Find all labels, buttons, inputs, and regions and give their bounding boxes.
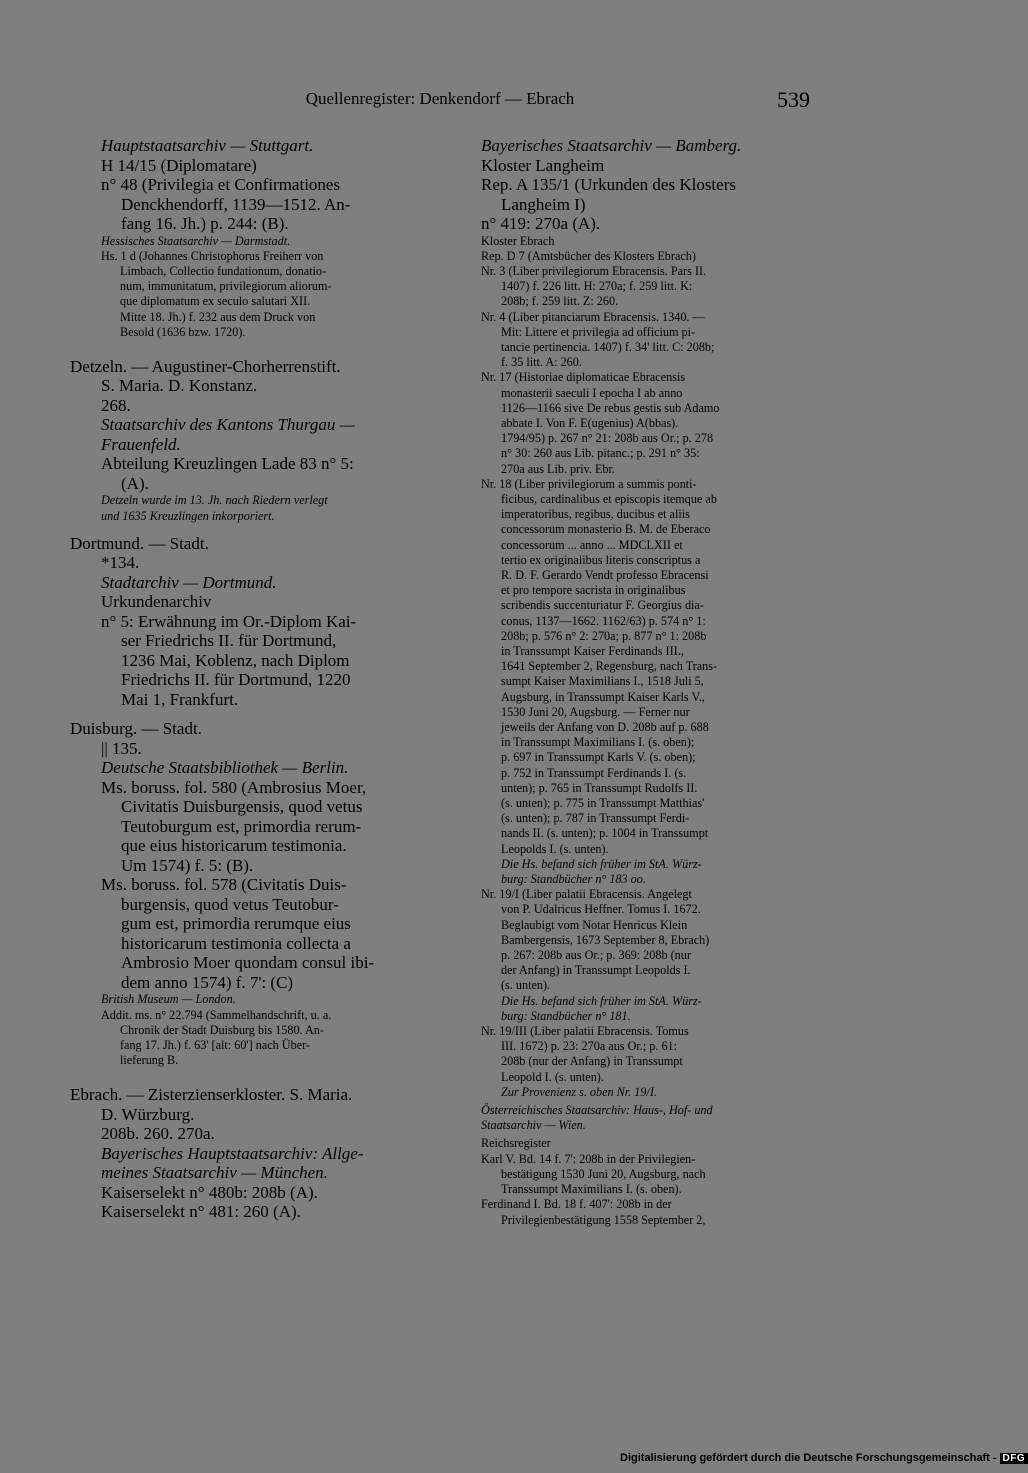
text-line: meines Staatsarchiv — München. <box>101 1163 328 1183</box>
text-line: 1407) f. 226 litt. H: 270a; f. 259 litt. K: <box>501 279 693 294</box>
text-line: Langheim I) <box>501 194 586 214</box>
text-line: III. 1672) p. 23: 270a aus Or.; p. 61: <box>501 1039 678 1054</box>
text-line: burgensis, quod vetus Teutobur- <box>121 894 339 914</box>
text-line: Staatsarchiv des Kantons Thurgau — <box>101 415 355 435</box>
running-header <box>70 89 810 115</box>
text-line: sumpt Kaiser Maximilians I., 1518 Juli 5, <box>501 674 704 689</box>
text-line: dem anno 1574) f. 7': (C) <box>121 972 294 992</box>
text-line: Um 1574) f. 5: (B). <box>121 855 254 875</box>
text-line: tertio ex originalibus literis conscriptus a <box>501 552 701 567</box>
text-line: Ms. boruss. fol. 580 (Ambrosius Moer, <box>101 777 367 797</box>
running-title: Quellenregister: Denkendorf — Ebrach <box>305 89 575 108</box>
text-line: Beglaubigt vom Notar Henricus Klein <box>501 917 688 932</box>
text-line: in Transsumpt Maximilians I. (s. oben); <box>501 735 695 750</box>
text-line: Hessisches Staatsarchiv — Darmstadt. <box>101 233 291 248</box>
text-line: 1530 Juni 20, Augsburg. — Ferner nur <box>501 704 690 719</box>
text-line: in Transsumpt Kaiser Ferdinands III., <box>501 643 684 658</box>
text-line: bestätigung 1530 Juni 20, Augsburg, nach <box>501 1166 706 1181</box>
text-line: Leopolds I. (s. unten). <box>501 841 609 856</box>
text-line: Ms. boruss. fol. 578 (Civitatis Duis- <box>101 875 347 895</box>
text-line: Mit: Littere et privilegia ad officium pi- <box>501 324 696 339</box>
text-line: Bayerisches Hauptstaatsarchiv: Allge- <box>101 1143 364 1163</box>
text-line: || 135. <box>101 738 142 758</box>
text-line: Kloster Ebrach <box>481 233 555 248</box>
text-line: ficibus, cardinalibus et episcopis itemque ab <box>501 491 717 506</box>
text-line: Zur Provenienz s. oben Nr. 19/I. <box>501 1084 657 1099</box>
text-line: Nr. 19/I (Liber palatii Ebracensis. Angelegt <box>481 887 692 902</box>
spacer <box>70 709 430 719</box>
text-line: Kaiserselekt n° 480b: 208b (A). <box>101 1182 318 1202</box>
text-line: burg: Standbücher n° 183 oo. <box>501 872 646 887</box>
text-line: Rep. D 7 (Amtsbücher des Klosters Ebrach) <box>481 248 696 263</box>
text-line: Detzeln. — Augustiner-Chorherrenstift. <box>70 356 341 376</box>
text-line: 208b; p. 576 n° 2: 270a; p. 877 n° 1: 208b <box>501 628 707 643</box>
text-line: Denckhendorff, 1139—1512. An- <box>121 194 351 214</box>
text-line: Mitte 18. Jh.) f. 232 aus dem Druck von <box>120 309 316 324</box>
text-line: *134. <box>101 553 140 573</box>
text-line: Rep. A 135/1 (Urkunden des Klosters <box>481 175 736 194</box>
text-line: Leopold I. (s. unten). <box>501 1069 604 1084</box>
dfg-logo: DFG <box>1000 1453 1028 1464</box>
text-line: Civitatis Duisburgensis, quod vetus <box>121 797 363 817</box>
text-line: Karl V. Bd. 14 f. 7': 208b in der Privilegien- <box>481 1151 696 1166</box>
text-line: Nr. 4 (Liber pitanciarum Ebracensis. 1340. — <box>481 309 705 324</box>
text-line: Augsburg, in Transsumpt Kaiser Karls V., <box>501 689 705 704</box>
text-line: p. 697 in Transsumpt Karls V. (s. oben); <box>501 750 696 765</box>
text-line: 1641 September 2, Regensburg, nach Trans- <box>501 659 718 674</box>
spacer <box>70 340 430 357</box>
text-line: 208b; f. 259 litt. Z: 260. <box>501 294 619 309</box>
text-line: historicarum testimonia collecta a <box>121 933 351 953</box>
text-line: jeweils der Anfang von D. 208b auf p. 688 <box>501 720 709 734</box>
text-line: Transsumpt Maximilians I. (s. oben). <box>501 1182 682 1197</box>
text-line: Abteilung Kreuzlingen Lade 83 n° 5: <box>101 454 354 474</box>
text-line: Dortmund. — Stadt. <box>70 533 209 553</box>
text-line: Privilegienbestätigung 1558 September 2, <box>501 1212 706 1227</box>
text-line: n° 419: 270a (A). <box>481 214 601 233</box>
text-line: Deutsche Staatsbibliothek — Berlin. <box>101 758 349 778</box>
text-line: Bayerisches Staatsarchiv — Bamberg. <box>481 136 742 155</box>
text-line: abbate I. Von F. E(ugenius) A(bbas). <box>501 415 679 430</box>
text-line: monasterii saeculi I epocha I ab anno <box>501 385 683 400</box>
text-line: Nr. 18 (Liber privilegiorum a summis ponti- <box>481 476 697 491</box>
text-line: n° 48 (Privilegia et Confirmationes <box>101 175 341 194</box>
text-line: n° 30: 260 aus Lib. pitanc.; p. 291 n° 35: <box>501 446 700 461</box>
text-line: concessorum monasterio B. M. de Eberaco <box>501 522 711 537</box>
text-line: ser Friedrichs II. für Dortmund, <box>121 631 337 651</box>
text-line: Ambrosio Moer quondam consul ibi- <box>121 953 375 973</box>
text-line: 1794/95) p. 267 n° 21: 208b aus Or.; p. 278 <box>501 431 714 446</box>
text-line: 270a aus Lib. priv. Ebr. <box>501 461 615 476</box>
left-column <box>70 136 430 1222</box>
text-line: fang 17. Jh.) f. 63' [alt: 60'] nach Über- <box>120 1037 310 1052</box>
text-line: Duisburg. — Stadt. <box>70 719 202 739</box>
text-line: Addit. ms. n° 22.794 (Sammelhandschrift, u. a. <box>101 1007 332 1022</box>
text-line: Nr. 3 (Liber privilegiorum Ebracensis. Pars II. <box>481 263 707 278</box>
text-line: (A). <box>121 473 149 493</box>
text-line: p. 267: 208b aus Or.; p. 369: 208b (nur <box>501 948 691 963</box>
text-line: que diplomatum ex seculo salutari XII. <box>120 294 311 309</box>
text-line: Detzeln wurde im 13. Jh. nach Riedern verlegt <box>101 493 328 508</box>
page-number: 539 <box>777 87 810 112</box>
text-line: Ferdinand I. Bd. 18 f. 407': 208b in der <box>481 1197 672 1212</box>
text-line: der Anfang) in Transsumpt Leopolds I. <box>501 963 691 978</box>
text-line: Friedrichs II. für Dortmund, 1220 <box>121 670 351 690</box>
text-line: Urkundenarchiv <box>101 592 212 612</box>
text-line: nands II. (s. unten); p. 1004 in Transsumpt <box>501 826 709 841</box>
text-line: tancie pertinencia. 1407) f. 34' litt. C: 208b; <box>501 339 715 354</box>
text-line: British Museum — London. <box>101 992 236 1007</box>
text-line: conus, 1137—1662. 1162/63) p. 574 n° 1: <box>501 613 706 628</box>
text-line: Staatsarchiv — Wien. <box>481 1118 586 1133</box>
text-line: (s. unten). <box>501 978 551 993</box>
text-line: lieferung B. <box>120 1053 179 1068</box>
text-line: que eius historicarum testimonia. <box>121 836 347 856</box>
text-line: et pro tempore sacrista in originalibus <box>501 583 686 598</box>
text-line: S. Maria. D. Konstanz. <box>101 376 258 396</box>
text-line: Besold (1636 bzw. 1720). <box>120 324 246 339</box>
text-line: Ebrach. — Zisterzienserkloster. S. Maria. <box>70 1085 353 1105</box>
text-line: (s. unten); p. 775 in Transsumpt Matthias' <box>501 796 705 811</box>
text-line: n° 5: Erwähnung im Or.-Diplom Kai- <box>101 611 357 631</box>
text-line: R. D. F. Gerardo Vendt professo Ebracensi <box>501 567 709 582</box>
text-line: Die Hs. befand sich früher im StA. Würz- <box>501 993 702 1008</box>
text-line: gum est, primordia rerumque eius <box>121 914 351 934</box>
text-line: 1236 Mai, Koblenz, nach Diplom <box>121 650 350 670</box>
text-line: 268. <box>101 395 131 415</box>
text-line: burg: Standbücher n° 181. <box>501 1008 631 1023</box>
text-line: H 14/15 (Diplomatare) <box>101 155 257 175</box>
footer-text: Digitalisierung gefördert durch die Deutsche Forschungsgemeinschaft - <box>620 1452 997 1464</box>
spacer <box>70 524 430 534</box>
right-column <box>481 136 808 1228</box>
text-line: f. 35 litt. A: 260. <box>501 355 582 370</box>
text-line: Nr. 17 (Historiae diplomaticae Ebracensis <box>481 370 686 385</box>
text-line: Mai 1, Frankfurt. <box>121 689 239 709</box>
text-line: Kaiserselekt n° 481: 260 (A). <box>101 1202 301 1222</box>
text-line: Österreichisches Staatsarchiv: Haus-, Hof- und <box>481 1103 713 1118</box>
text-line: von P. Udalricus Heffner. Tomus I. 1672. <box>501 902 701 917</box>
text-line: Limbach, Collectio fundationum, donatio- <box>120 263 327 278</box>
spacer <box>70 1068 430 1085</box>
text-line: Nr. 19/III (Liber palatii Ebracensis. Tomus <box>481 1024 689 1039</box>
text-line: Bambergensis, 1673 September 8, Ebrach) <box>501 932 710 947</box>
text-line: imperatoribus, regibus, ducibus et aliis <box>501 507 690 522</box>
text-line: 1126—1166 sive De rebus gestis sub Adamo <box>501 400 720 415</box>
text-line: scribendis succenturiatur F. Georgius dia- <box>501 598 704 613</box>
text-line: Reichsregister <box>481 1136 551 1151</box>
text-line: Teutoburgum est, primordia rerum- <box>121 816 362 836</box>
text-line: num, immunitatum, privilegiorum aliorum- <box>120 279 332 294</box>
text-line: Stadtarchiv — Dortmund. <box>101 572 277 592</box>
text-line: Hauptstaatsarchiv — Stuttgart. <box>101 136 314 155</box>
text-line: Die Hs. befand sich früher im StA. Würz- <box>501 856 702 871</box>
text-line: Hs. 1 d (Johannes Christophorus Freiherr von <box>101 248 324 263</box>
text-line: 208b (nur der Anfang) in Transsumpt <box>501 1054 683 1069</box>
text-line: (s. unten); p. 787 in Transsumpt Ferdi- <box>501 811 690 826</box>
text-line: D. Würzburg. <box>101 1104 195 1124</box>
text-line: fang 16. Jh.) p. 244: (B). <box>121 214 289 233</box>
funding-footer <box>620 1452 1026 1468</box>
text-line: p. 752 in Transsumpt Ferdinands I. (s. <box>501 765 687 780</box>
text-line: Chronik der Stadt Duisburg bis 1580. An- <box>120 1022 324 1037</box>
text-line: und 1635 Kreuzlingen inkorporiert. <box>101 508 275 523</box>
text-line: Kloster Langheim <box>481 155 605 175</box>
text-line: 208b. 260. 270a. <box>101 1124 215 1144</box>
text-line: concessorum ... anno ... MDCLXII et <box>501 537 683 552</box>
text-line: Frauenfeld. <box>101 434 181 454</box>
text-line: unten); p. 765 in Transsumpt Rudolfs II. <box>501 780 698 795</box>
